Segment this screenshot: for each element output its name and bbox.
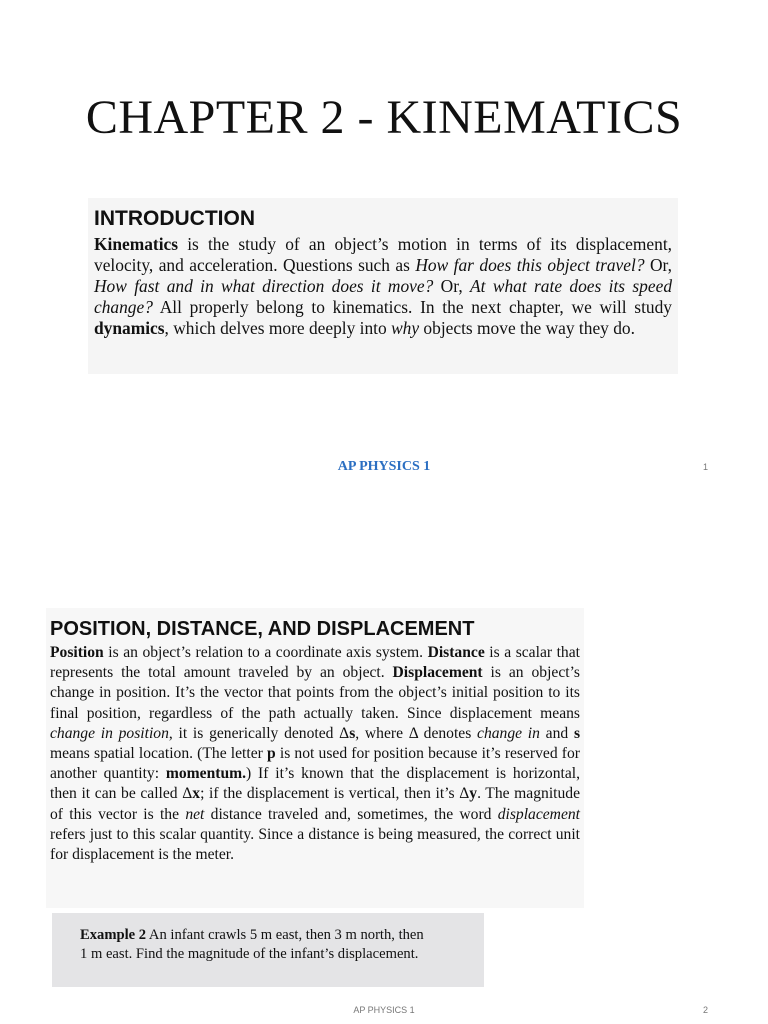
text-run: why [391,318,420,338]
page-number-1: 1 [703,462,709,472]
text-run: Or, [433,276,471,296]
text-run: objects move the way they do. [419,318,635,338]
text-run: , where Δ denotes [355,724,478,742]
text-run: At what rate does its speed change? [94,276,673,317]
text-run: means spatial location. (The letter [50,745,267,763]
page-footer-1: AP PHYSICS 1 [337,459,431,474]
text-run: x [192,785,201,803]
position-heading: POSITION, DISTANCE, AND DISPLACEMENT [50,618,475,640]
page-footer-2: AP PHYSICS 1 [353,1005,415,1015]
position-section [46,608,584,908]
text-run: All properly belong to kinematics. In the next chapter, we will study [152,297,672,317]
text-run: distance traveled and, sometimes, the word [204,805,498,823]
text-run: displacement [497,805,580,823]
text-run: p [267,745,276,763]
text-run: refers just to this scalar quantity. Since a distance is being measured, the correct unit for displacement is the meter. [50,825,580,864]
text-run: Position [50,644,104,661]
page-number-2: 2 [703,1005,709,1015]
text-run: , it is generically denoted Δ [168,724,350,742]
introduction-paragraph [94,234,672,339]
text-run: , which delves more deeply into [164,318,392,338]
text-run: ) If it’s known that the displacement is horizontal, then it can be called Δ [50,765,580,803]
text-run: s [349,724,356,742]
text-run: change in [477,724,540,742]
introduction-heading: INTRODUCTION [94,207,255,230]
text-run: . The magnitude of this vector is the [50,785,581,823]
position-paragraph [50,643,580,865]
example-body: An infant crawls 5 m east, then 3 m north, then 1 m east. Find the magnitude of the infant’s displacement. [80,927,424,962]
example-text [80,926,434,964]
introduction-section [88,198,678,374]
text-run: is not used for position because it’s reserved for another quantity: [50,745,580,783]
text-run: and [539,724,574,742]
text-run: ; if the displacement is vertical, then it’s Δ [200,785,470,803]
text-run: is the study of an object’s motion in terms of its displacement, velocity, and acceleration. Questions such as [94,234,672,275]
text-run: Distance [427,644,485,661]
text-run: How far does this object travel? [415,255,645,275]
text-run: How fast and in what direction does it move? [94,276,434,296]
text-run: is an object’s relation to a coordinate axis system. [103,644,428,661]
text-run: is a scalar that represents the total amount traveled by an object. [50,644,580,682]
text-run: Kinematics [94,234,179,254]
text-run: is an object’s change in position. It’s the vector that points from the object’s initial position to its final position, regardless of the path actually taken. Since displacement means [50,664,580,722]
example-label: Example 2 [80,927,147,943]
text-run: Displacement [392,664,483,682]
chapter-title: CHAPTER 2 - KINEMATICS [85,91,683,144]
text-run: momentum. [165,765,246,783]
text-run: net [185,805,205,823]
example-box [52,913,484,987]
text-run: s [573,724,581,742]
text-run: Or, [644,255,672,275]
text-run: y [469,785,478,803]
text-run: change in position [50,724,169,742]
text-run: dynamics [94,318,165,338]
